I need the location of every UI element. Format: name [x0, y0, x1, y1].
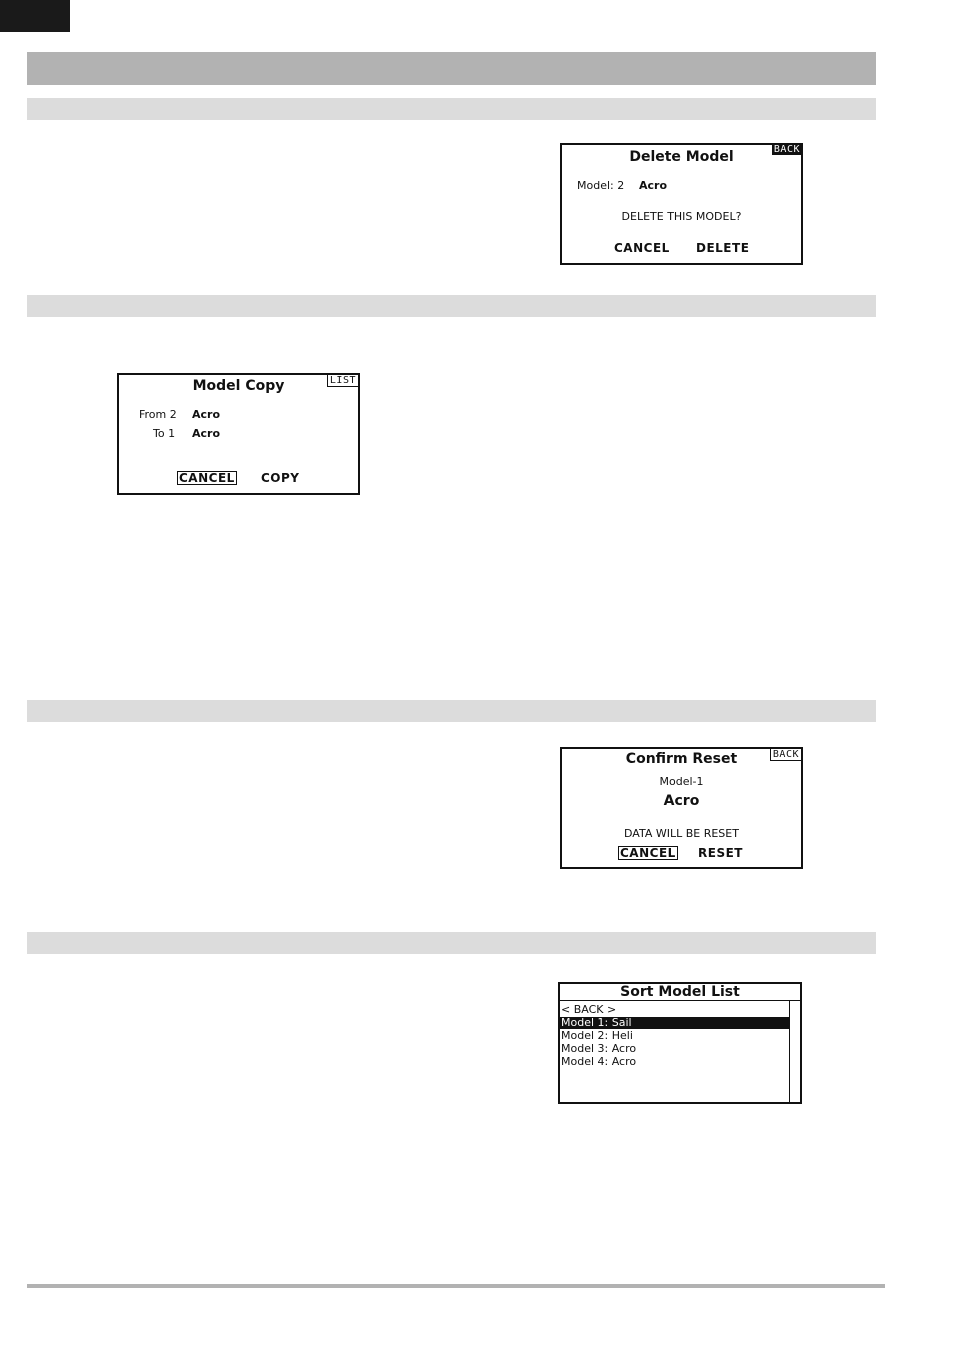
to-label: To 1	[153, 427, 176, 440]
copy-button[interactable]: COPY	[261, 471, 300, 485]
model-label: Model: 2	[577, 179, 625, 192]
cancel-button[interactable]: CANCEL	[614, 241, 670, 255]
delete-model-screen	[560, 143, 803, 265]
section-band-2	[27, 295, 876, 317]
title-band	[27, 52, 876, 85]
from-label: From 2	[139, 408, 177, 421]
to-model-name: Acro	[192, 427, 221, 440]
cancel-button[interactable]: CANCEL	[620, 846, 676, 860]
screen-title: Sort Model List	[560, 984, 800, 1001]
screen-title: Model Copy	[192, 378, 285, 394]
model-name: Acro	[663, 793, 700, 809]
model-label: Model-1	[659, 775, 704, 788]
cancel-button[interactable]: CANCEL	[179, 471, 235, 485]
section-band-3	[27, 700, 876, 722]
list-item-model-3[interactable]: Model 3: Acro	[561, 1042, 637, 1055]
from-model-name: Acro	[192, 408, 221, 421]
list-tag[interactable]: LIST	[327, 374, 359, 387]
back-tag[interactable]: BACK	[770, 748, 802, 761]
list-item-model-1[interactable]: Model 1: Sail	[560, 1017, 789, 1029]
section-band-4	[27, 932, 876, 954]
reset-button[interactable]: RESET	[698, 846, 743, 860]
list-item-model-2[interactable]: Model 2: Heli	[561, 1029, 633, 1042]
screen-title: Delete Model	[629, 149, 734, 165]
list-item-model-4[interactable]: Model 4: Acro	[561, 1055, 637, 1068]
confirm-reset-screen	[560, 747, 803, 869]
delete-prompt: DELETE THIS MODEL?	[621, 210, 742, 223]
reset-warning: DATA WILL BE RESET	[624, 827, 739, 840]
model-copy-screen	[117, 373, 360, 495]
back-tag[interactable]: BACK	[773, 144, 800, 155]
corner-tab	[0, 0, 70, 32]
section-band-1	[27, 98, 876, 120]
model-name: Acro	[639, 179, 668, 192]
sort-model-list-screen	[558, 982, 802, 1104]
scrollbar[interactable]	[789, 1000, 800, 1102]
list-item-back[interactable]: < BACK >	[561, 1003, 617, 1016]
delete-button[interactable]: DELETE	[696, 241, 750, 255]
footer-rule	[27, 1284, 885, 1288]
screen-title: Confirm Reset	[625, 751, 738, 767]
